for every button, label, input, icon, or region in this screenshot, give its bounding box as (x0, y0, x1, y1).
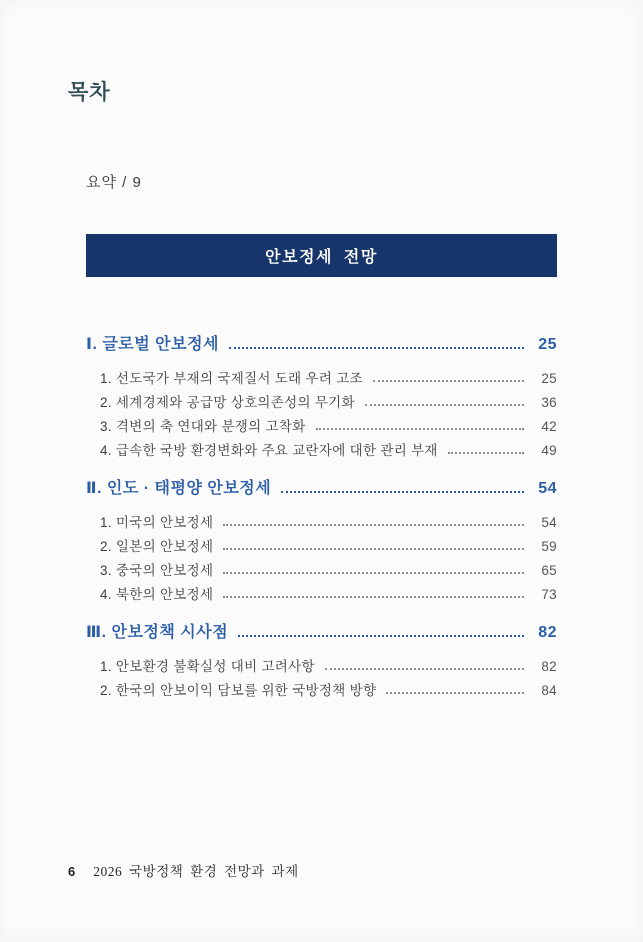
toc-item (86, 371, 557, 386)
toc-item (86, 659, 557, 674)
toc-item-page: 73 (541, 587, 557, 602)
page-title: 목차 (68, 81, 111, 104)
toc-item (86, 515, 557, 530)
toc-item (86, 395, 557, 410)
toc-item-page: 84 (541, 683, 557, 698)
page-footer (68, 860, 299, 880)
toc-item-label: 3. 중국의 안보정세 (100, 563, 214, 578)
dot-leader (223, 524, 524, 526)
toc-section-label: Ⅲ. 안보정책 시사점 (86, 624, 229, 641)
toc-item-page: 54 (541, 515, 557, 530)
toc-item (86, 443, 557, 458)
dot-leader (223, 548, 524, 550)
toc-section-page: 25 (538, 336, 557, 353)
toc-item-label: 3. 격변의 축 연대와 분쟁의 고착화 (100, 419, 306, 434)
toc-item-label: 1. 선도국가 부재의 국제질서 도래 우려 고조 (100, 371, 363, 386)
toc-section-items (86, 371, 557, 458)
footer-page-number: 6 (68, 864, 76, 879)
toc-item-page: 49 (541, 443, 557, 458)
dot-leader (281, 491, 524, 493)
toc-item (86, 587, 557, 602)
dot-leader (365, 404, 524, 406)
toc-section-label: Ⅱ. 인도 · 태평양 안보정세 (86, 480, 272, 497)
dot-leader (316, 428, 524, 430)
toc-item-page: 82 (541, 659, 557, 674)
toc-item (86, 419, 557, 434)
dot-leader (223, 596, 524, 598)
dot-leader (229, 347, 524, 349)
toc-item-label: 2. 한국의 안보이익 담보를 위한 국방정책 방향 (100, 683, 377, 698)
dot-leader (238, 635, 524, 637)
toc-item (86, 563, 557, 578)
toc-item-page: 36 (541, 395, 557, 410)
toc-item-page: 65 (541, 563, 557, 578)
toc-item-label: 4. 북한의 안보정세 (100, 587, 214, 602)
toc-item-label: 1. 안보환경 불확실성 대비 고려사항 (100, 659, 315, 674)
toc-item-label: 2. 세계경제와 공급망 상호의존성의 무기화 (100, 395, 355, 410)
toc-section-page: 54 (538, 480, 557, 497)
footer-book-title: 2026 국방정책 환경 전망과 과제 (93, 864, 299, 879)
dot-leader (386, 692, 524, 694)
toc-item-page: 42 (541, 419, 557, 434)
toc-section-items (86, 659, 557, 698)
toc-section-items (86, 515, 557, 602)
section-banner-label: 안보정세 전망 (265, 249, 378, 266)
toc-section-heading (86, 624, 557, 642)
toc-section-page: 82 (538, 624, 557, 641)
toc-item (86, 683, 557, 698)
toc (86, 336, 557, 720)
toc-item (86, 539, 557, 554)
toc-section (86, 480, 557, 602)
dot-leader (373, 380, 524, 382)
dot-leader (448, 452, 524, 454)
dot-leader (325, 668, 524, 670)
toc-item-label: 4. 급속한 국방 환경변화와 주요 교란자에 대한 관리 부재 (100, 443, 438, 458)
toc-section (86, 624, 557, 698)
toc-section (86, 336, 557, 458)
section-banner (86, 234, 557, 277)
toc-item-label: 2. 일본의 안보정세 (100, 539, 214, 554)
summary-entry: 요약 / 9 (86, 174, 142, 191)
toc-item-page: 25 (541, 371, 557, 386)
toc-item-page: 59 (541, 539, 557, 554)
toc-item-label: 1. 미국의 안보정세 (100, 515, 214, 530)
toc-section-heading (86, 336, 557, 354)
dot-leader (223, 572, 524, 574)
toc-section-heading (86, 480, 557, 498)
toc-section-label: Ⅰ. 글로벌 안보정세 (86, 336, 219, 353)
